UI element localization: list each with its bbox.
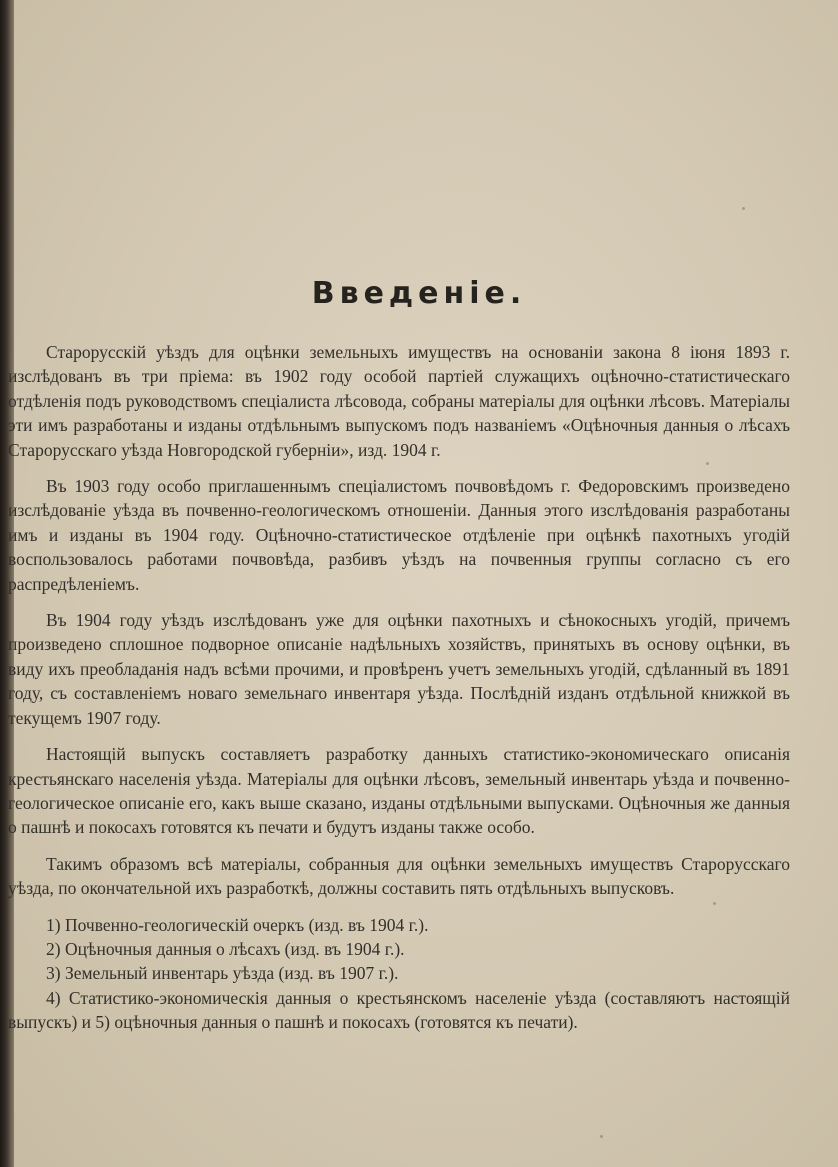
list-item: 4) Статистико-экономическія данныя о крестьянскомъ населеніе уѣзда (составляютъ настоящій выпускъ) и 5) оцѣночныя данныя о пашнѣ и покосахъ (готовятся къ печати). xyxy=(8,987,790,1033)
paragraph: Настоящій выпускъ составляетъ разработку данныхъ статистико-экономическаго описанія крестьянскаго населенія уѣзда. Матеріалы для оцѣнки лѣсовъ, земельный инвентарь уѣзда и почвенно-геологическое описаніе его, какъ выше сказано, изданы отдѣльными выпусками. Оцѣночныя же данныя о пашнѣ и покосахъ готовятся къ печати и будутъ изданы также особо. xyxy=(8,744,790,838)
paragraph: Въ 1903 году особо приглашеннымъ спеціалистомъ почвовѣдомъ г. Федоровскимъ произведено изслѣдованіе уѣзда въ почвенно-геологическомъ отношеніи. Данныя этого изслѣдованія разработаны имъ и изданы въ 1904 году. Оцѣночно-статистическое отдѣленіе при оцѣнкѣ пахотныхъ угодій воспользовалось работами почвовѣда, разбивъ уѣздъ на почвенныя группы согласно съ его распредѣленіемъ. xyxy=(8,476,790,594)
list-item: 3) Земельный инвентарь уѣзда (изд. въ 1907 г.). xyxy=(46,963,399,984)
list-item: 1) Почвенно-геологическій очеркъ (изд. въ 1904 г.). xyxy=(46,914,429,935)
paragraph: Такимъ образомъ всѣ матеріалы, собранныя для оцѣнки земельныхъ имуществъ Старорусскаго уѣзда, по окончательной ихъ разработкѣ, должны составить пять отдѣльныхъ выпусковъ. xyxy=(8,853,790,899)
paragraph: Старорусскій уѣздъ для оцѣнки земельныхъ имуществъ на основаніи закона 8 іюня 1893 г. изслѣдованъ въ три пріема: въ 1902 году особой партіей служащихъ оцѣночно-статистическаго отдѣленія подъ руководствомъ спеціалиста лѣсовода, собраны матеріалы для оцѣнки лѣсовъ. Матеріалы эти имъ разработаны и изданы отдѣльнымъ выпускомъ подъ названіемъ «Оцѣночныя данныя о лѣсахъ Старорусскаго уѣзда Новгородской губерніи», изд. 1904 г. xyxy=(8,342,790,460)
page-title: Введеніе. xyxy=(311,276,527,311)
body-text xyxy=(8,340,790,1035)
paper-speck xyxy=(742,207,745,210)
publications-list xyxy=(8,913,790,1035)
paragraph: Въ 1904 году уѣздъ изслѣдованъ уже для оцѣнки пахотныхъ и сѣнокосныхъ угодій, причемъ произведено сплошное подворное описаніе надѣльныхъ хозяйствъ, принятыхъ въ основу оцѣнки, въ виду ихъ преобладанія надъ всѣми прочими, и провѣренъ учетъ земельныхъ угодій, сдѣланный въ 1891 году, съ составленіемъ новаго земельнаго инвентаря уѣзда. Послѣдній изданъ отдѣльной книжкой въ текущемъ 1907 году. xyxy=(8,610,790,728)
paper-speck xyxy=(600,1135,603,1138)
list-item: 2) Оцѣночныя данныя о лѣсахъ (изд. въ 1904 г.). xyxy=(46,938,405,959)
